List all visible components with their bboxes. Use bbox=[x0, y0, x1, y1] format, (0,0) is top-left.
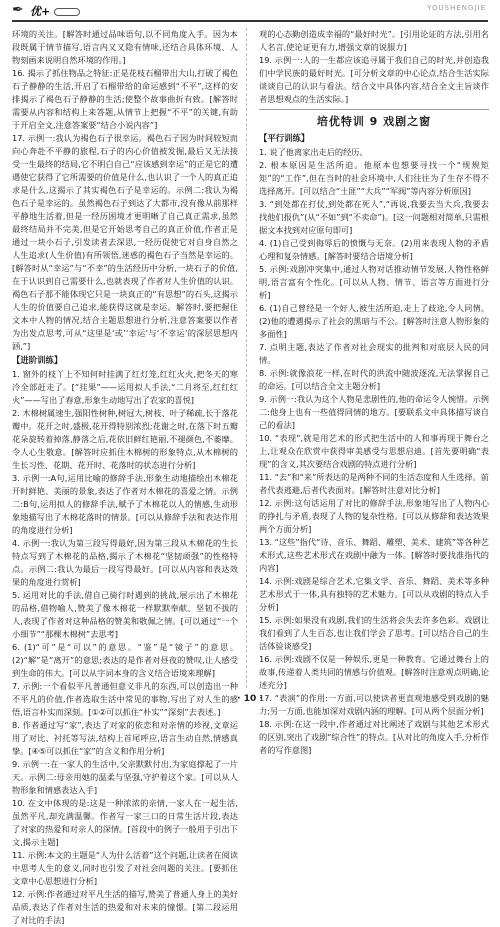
answer-paragraph: 11. 示例:本文的主题是“人为什么活着”这个问题,让读者在阅读中思考人生的意义,同时也引发了对社会问题的关注。[要抓住文章中心思想进行分析] bbox=[12, 850, 238, 886]
section-tag: 【进阶训练】 bbox=[12, 355, 63, 365]
section-title: 培优特训 9 戏剧之窗 bbox=[316, 115, 432, 128]
answer-paragraph: 4. 示例一:我认为第三段写得最好,因为第三段从木棉花的生长特点写到了木棉花的品格,揭示了木棉花“坚韧顽强”的性格特点。示例二:我认为最后一段写得最好。[可以从内容和表达效果的角度进行赏析] bbox=[12, 538, 238, 587]
answer-paragraph: 17. “表演”的作用:一方面,可以使读者更直观地感受到戏剧的魅力;另一方面,也能加深对戏剧内涵的理解。[可从两个层面分析] bbox=[259, 693, 489, 716]
answer-paragraph: 18. 示例:在这一段中,作者通过对比阐述了戏剧与其他艺术形式的区别,突出了戏剧“综合性”的特点。[从对比的角度入手,分析作者的写作意图] bbox=[259, 719, 489, 755]
answer-paragraph: 14. 示例:戏剧是综合艺术,它集文学、音乐、舞蹈、美术等多种艺术形式于一体,具有独特的艺术魅力。[可以从戏剧的特点入手分析] bbox=[259, 576, 489, 612]
answer-paragraph: 7. 点明主题,表达了作者对社会现实的批判和对底层人民的同情。 bbox=[259, 342, 489, 365]
logo-icon: ✒ bbox=[12, 2, 24, 18]
answer-paragraph: 观的心态勤创造成幸福的“最好时光”。[引用论证的方法,引用名人名言,使论证更有力,增强文章的说服力] bbox=[259, 29, 489, 52]
answer-paragraph: 3. “到处都在打仗,到处都在死人”,“再说,我要去当大兵,我要去找他们报仇”(从“不如”到“不卖命”)。[这一问题相对简单,只需根据文本找到对应原句即可] bbox=[259, 199, 489, 235]
answer-paragraph: 9. 示例一:在一家人的生活中,父亲默默付出,为家庭撑起了一片天。示例二:母亲用她的温柔与坚强,守护着这个家。[可以从人物形象和情感表达入手] bbox=[12, 759, 238, 795]
logo-pill-icon bbox=[54, 8, 80, 16]
section-rule bbox=[259, 109, 489, 110]
answer-paragraph: 环境的关注。[解答时通过品味语句,以不同角度入手。因为本段既属于情节描写,语言内又又隐有情味,还结合具体环境、人物刻画来说明自然环境的作用。] bbox=[12, 29, 238, 65]
answer-paragraph: 5. 示例:戏剧冲突集中,通过人物对话推动情节发展,人物性格鲜明,语言富有个性化。[可以从人物、情节、语言等方面进行分析] bbox=[259, 264, 489, 300]
page-number: · 10 · bbox=[237, 694, 263, 704]
brand-name: 优+ bbox=[30, 5, 51, 18]
left-column bbox=[12, 28, 238, 925]
answer-paragraph: 1. 说了他离家出走后的经历。 bbox=[259, 147, 368, 157]
answer-paragraph: 3. 示例一:A句,运用比喻的修辞手法,形象生动地描绘出木棉花开时鲜艳、美丽的景象,表达了作者对木棉花的喜爱之情。示例二:B句,运用拟人的修辞手法,赋予了木棉花以人的情感,生动形象地描写出了木棉花落时的情景。[可以从修辞手法和表达作用的角度进行分析] bbox=[12, 473, 238, 535]
answer-paragraph: 2. 木棉树属速生,强阳性树种,树冠大,树枝、叶子稀疏,长于落花瓣中。花开之时,盛极,花开得特别浓烈;花谢之时,在落下时五瓣花朵旋转着掉落,静落之后,花依旧鲜红艳丽,不褪颜色,不萎靡。令人心生敬意。[解答时应抓住木棉树的形象特点,从木棉树的生长习性、花期、花开时、花落时的状态进行分析] bbox=[12, 408, 238, 470]
brand-logo bbox=[12, 2, 84, 22]
answer-paragraph: 13. “这些”指代“诗、音乐、舞蹈、雕塑、美术、建筑”等各种艺术形式,这些艺术形式在戏剧中融为一体。[解答时要找准指代的内容] bbox=[259, 537, 489, 573]
page-header bbox=[0, 0, 500, 24]
answer-paragraph: 6. (1)自己曾经是一个好人,被生活所迫,走上了歧途,令人同情。(2)他的遭遇揭示了社会的黑暗与不公。[解答时注意人物形象的多面性] bbox=[259, 303, 489, 339]
answer-paragraph: 7. 示例:一个看似平凡普通但意义非凡的东西,可以创造出一种不平凡的价值,作者选取生活中常见的事物,写出了对人生的感悟,语言朴实而深刻。[①②可以抓住“朴实”“深刻”去表述。] bbox=[12, 681, 238, 717]
header-rule bbox=[12, 20, 488, 22]
answer-paragraph: 10. “表现”,就是用艺术的形式把生活中的人和事再现于舞台之上,让观众在欣赏中获得审美感受与思想启迪。[首先要明确“表现”的含义,其次要结合戏剧的特点进行分析] bbox=[259, 433, 489, 469]
brand-text: YOUSHENGJIE bbox=[427, 4, 486, 12]
section-tag: 【平行训练】 bbox=[259, 133, 310, 143]
answer-paragraph: 1. 窗外的枝丫上不知何时挂满了红灯笼,红红火火,把冬天的寒冷全部赶走了。[“挂果”——运用拟人手法,“二月将至,红红红火”——写出了春意,形象生动地写出了农家的喜悦] bbox=[12, 369, 238, 405]
answer-paragraph: 8. 作者通过写“家”,表达了对家的依恋和对亲情的珍视,文章运用了对比、衬托等写法,结构上首尾呼应,语言生动自然,情感真挚。[④⑤可以抓住“家”的含义和作用分析] bbox=[12, 720, 238, 756]
right-column bbox=[259, 28, 489, 755]
answer-paragraph: 15. 示例:如果没有戏剧,我们的生活将会失去许多色彩。戏剧让我们看到了人生百态,也让我们学会了思考。[可以结合自己的生活体验谈感受] bbox=[259, 615, 489, 651]
answer-paragraph: 12. 示例:作者通过对平凡生活的描写,赞美了普通人身上的美好品质,表达了作者对生活的热爱和对未来的憧憬。[第二段运用了对比的手法] bbox=[12, 889, 238, 925]
answer-paragraph: 8. 示例:就像浪花一样,在时代的洪流中随波逐流,无法掌握自己的命运。[可以结合全文主题分析] bbox=[259, 368, 489, 391]
answer-paragraph: 10. 在文中体现的是:这是一种浓浓的亲情,一家人在一起生活,虽然平凡,却充满温馨。作者写一家三口的日常生活片段,表达了对家的热爱和对亲人的深情。[首段中的例子一般用于引出下文,揭示主题] bbox=[12, 798, 238, 847]
answer-paragraph: 11. “去”和“来”所表达的是两种不同的生活态度和人生选择。前者代表逃避,后者代表面对。[解答时注意对比分析] bbox=[259, 472, 489, 495]
answer-paragraph: 16. 揭示了抓住物品之特征:正是花枝石榴带出大山,打破了褐色石子静静的生活,开启了石榴带给的命运感到“不平”,这样的安排揭示了褐色石子静静的生活;使整个故事曲折有致。[解答时需要从内容和结构上来答题,从情节上把握“不平”的关键,有助于开启全文,注意答案要“结合小说内容”] bbox=[12, 68, 238, 130]
answer-paragraph: 12. 示例:这句话运用了对比的修辞手法,形象地写出了人物内心的挣扎与矛盾,表现了人物的复杂性格。[可以从修辞和表达效果两个方面分析] bbox=[259, 498, 489, 534]
column-divider bbox=[246, 28, 247, 688]
answer-paragraph: 6. (1)“可”是“可以”的意思。“鉴”是“镜子”的意思。(2)“解”是“离开”的意思;表达的是作者对昼夜的赞叹,让人感受到生命的伟大。[可以从字词本身的含义结合语境来理解] bbox=[12, 642, 238, 678]
answer-paragraph: 17. 示例一:我认为褐色石子很幸运。褐色石子因为时间较短而向心奔赴不平静的旅程,石子的内心价值被发掘,最后又无法接受一生最终的结局,它不明白自己“应该感到幸运”的正是它的遭遇使它获得了它所需要的价值是什么,也认识了一个人的真正追求是什么,这揭示了其实褐色石子是幸运的。示例二:我认为褐色石子是幸运的。虽然褐色石子到达了大都市,没有像从前那样平静地生活着,但是一经历困境才更明晰了自己真正需求,虽然最终结局并不完美,但是它开始思考自己的真正价值,作者正是通过一块小石子,引发读者去深思,一经历促使它对自身自然之人生追求(人生价值)有所领悟,迷惑的褐色石子当然是幸运的。[解答时从“幸运”与“不幸”的生活经历中分析,一块石子的价值,在于认识到自己需要什么,也就表现了作者对人生价值的认识。褐色石子那不能体现它只是一块真正的“有思想”的石头,这揭示人生的价值要自己追求,能获得这就是幸运。解答时,要把握住文本中人物的情况,结合主题思想进行分析,注意答案要以作者为出发点思考,可从“这里是‘或’‘幸运’与‘不幸运’的深层思想内涵,”] bbox=[12, 133, 238, 351]
answer-paragraph: 9. 示例一:我认为这个人物是悲剧性的,他的命运令人惋惜。示例二:他身上也有一些值得同情的地方。[要联系文中具体描写谈自己的看法] bbox=[259, 394, 489, 430]
answer-paragraph: 16. 示例:戏剧不仅是一种娱乐,更是一种教育。它通过舞台上的故事,传递着人类共同的情感与价值观。[解答时注意观点明确,论述充分] bbox=[259, 654, 489, 690]
answer-paragraph: 5. 运用对比的手法,借自己骑行时遇到的挑战,展示出了木棉花的品格,借物喻人,赞美了像木棉花一样默默奉献、坚韧不拔的人,表现了作者对这种品格的赞美和敬佩之情。[可以通过“一个小细节”“那棵木棉树”去思考] bbox=[12, 590, 238, 639]
answer-paragraph: 19. 示例一:人的一生都应该追寻属于我们自己的时光,并创造我们中学民族的最好时光。[可分析文章的中心论点,结合生活实际谈谈自己的认识与看法。结合文中具体内容,结合全文主旨谈作者思想观点的生活实际。] bbox=[259, 55, 489, 104]
answer-paragraph: 2. 根本原因是生活所迫。他原本也想要寻找一个“规规矩矩”的“工作”,但在当时的社会环境中,人们往往为了生存不得不选择离开。[可以结合“土匪”“大兵”“军阀”等内容分析原因] bbox=[259, 160, 489, 196]
answer-paragraph: 4. (1)自己受到侮辱后的愤慨与无奈。(2)用来表现人物的矛盾心理和复杂情感。[解答时要结合语境分析] bbox=[259, 238, 489, 261]
